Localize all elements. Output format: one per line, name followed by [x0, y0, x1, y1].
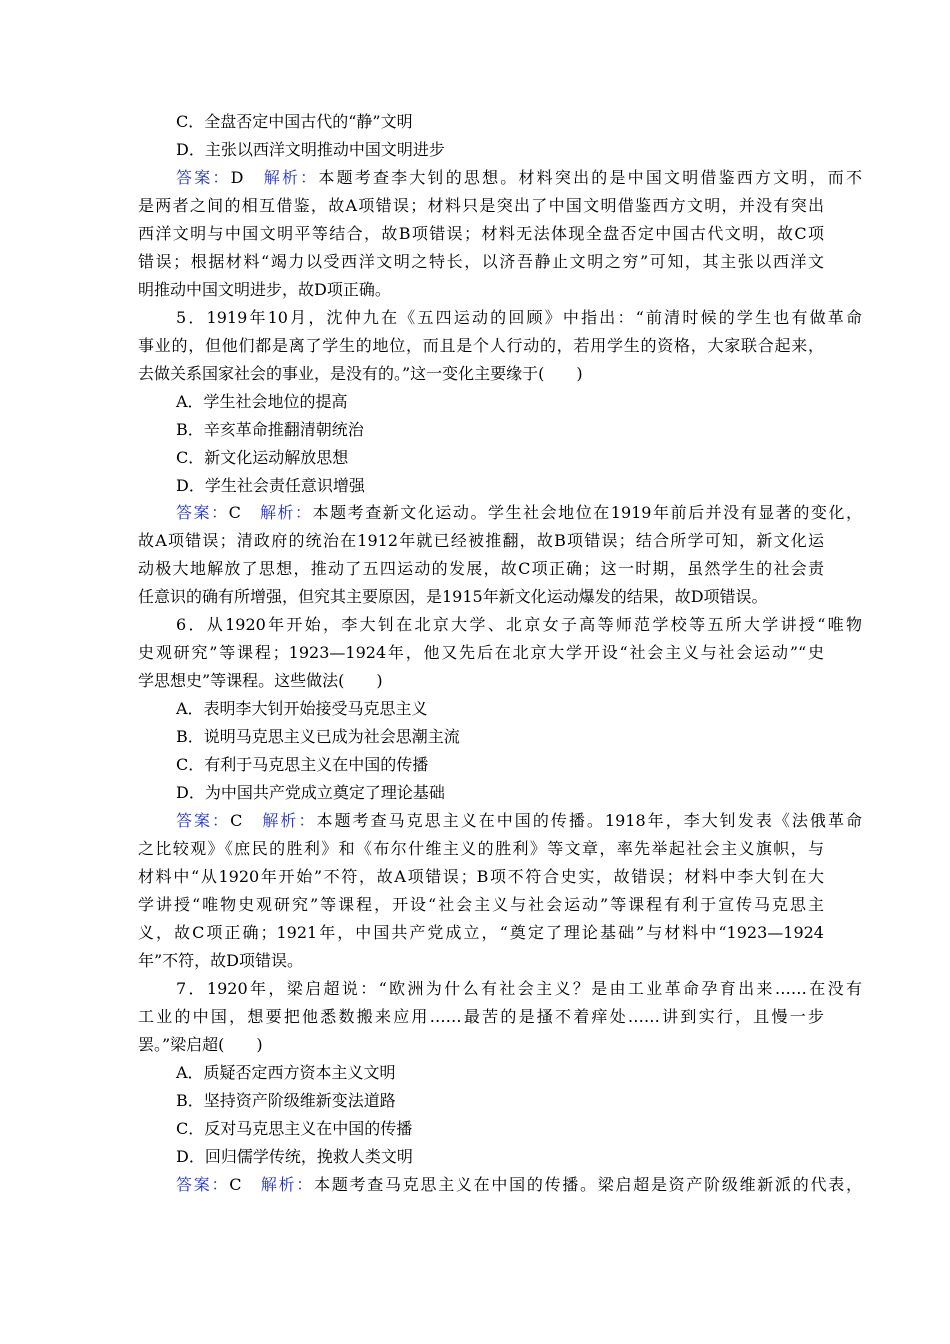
- paragraph-text: 学思想史”等课程。这些做法( ): [138, 671, 383, 690]
- paragraph-line: [138, 895, 824, 915]
- answer-label: 答案：: [176, 811, 231, 830]
- explanation-label: 解析：: [259, 503, 313, 522]
- answer-option: [176, 1063, 862, 1083]
- answer-option: [176, 1091, 862, 1111]
- answer-value: C: [230, 811, 243, 830]
- option-text: C．反对马克思主义在中国的传播: [176, 1119, 413, 1138]
- answer-option: [176, 476, 862, 496]
- explanation-label: 解析：: [262, 811, 317, 830]
- answer-option: [176, 783, 862, 803]
- option-text: D．回归儒学传统，挽救人类文明: [176, 1147, 413, 1166]
- answer-line: [176, 811, 862, 831]
- option-text: A．质疑否定西方资本主义文明: [176, 1063, 396, 1082]
- paragraph-line: [138, 867, 824, 887]
- option-text: C．有利于马克思主义在中国的传播: [176, 755, 429, 774]
- paragraph-text: 罢。”梁启超( ): [138, 1035, 263, 1054]
- paragraph-line: [138, 224, 824, 244]
- answer-option: [176, 112, 862, 132]
- paragraph-text: 西洋文明与中国文明平等结合，故B项错误；材料无法体现全盘否定中国古代文明，故C项: [138, 224, 824, 243]
- option-text: C．新文化运动解放思想: [176, 448, 349, 467]
- answer-label: 答案：: [176, 1175, 230, 1194]
- answer-option: [176, 140, 862, 160]
- paragraph-text: 事业的，但他们都是离了学生的地位，而且是个人行动的，若用学生的资格，大家联合起来，: [138, 336, 824, 355]
- paragraph-text: 史观研究”等课程；1923—1924年，他又先后在北京大学开设“社会主义与社会运动”“史: [138, 643, 824, 662]
- option-text: D．为中国共产党成立奠定了理论基础: [176, 783, 445, 802]
- option-text: D．主张以西洋文明推动中国文明进步: [176, 140, 445, 159]
- paragraph-text: 工业的中国，想要把他悉数搬来应用……最苦的是搔不着痒处……讲到实行，且慢一步: [138, 1007, 824, 1026]
- paragraph-line: [138, 1007, 824, 1027]
- answer-label: 答案：: [176, 503, 229, 522]
- paragraph-line: [138, 336, 824, 356]
- answer-value: C: [229, 1175, 242, 1194]
- paragraph-line: [138, 671, 824, 691]
- question-stem: [176, 308, 862, 328]
- paragraph-line: [138, 280, 824, 300]
- explanation-text: 本题考查马克思主义在中国的传播。梁启超是资产阶级维新派的代表，: [314, 1175, 862, 1194]
- option-text: B．说明马克思主义已成为社会思潮主流: [176, 727, 460, 746]
- question-text: 7．1920年，梁启超说：“欧洲为什么有社会主义？是由工业革命孕育出来……在没有: [176, 979, 862, 998]
- paragraph-text: 故A项错误；清政府的统治在1912年就已经被推翻，故B项错误；结合所学可知，新文化运: [138, 531, 824, 550]
- explanation-text: 本题考查新文化运动。学生社会地位在1919年前后并没有显著的变化，: [312, 503, 862, 522]
- answer-option: [176, 392, 862, 412]
- paragraph-text: 动极大地解放了思想，推动了五四运动的发展，故C项正确；这一时期，虽然学生的社会责: [138, 559, 824, 578]
- question-stem: [176, 979, 862, 999]
- option-text: B．坚持资产阶级维新变法道路: [176, 1091, 396, 1110]
- option-text: A．学生社会地位的提高: [176, 392, 348, 411]
- question-stem: [176, 615, 862, 635]
- answer-line: [176, 503, 862, 523]
- paragraph-text: 年”不符，故D项错误。: [138, 951, 304, 970]
- paragraph-text: 任意识的确有所增强，但究其主要原因，是1915年新文化运动爆发的结果，故D项错误。: [138, 587, 768, 606]
- answer-line: [176, 1175, 862, 1195]
- paragraph-line: [138, 559, 824, 579]
- answer-option: [176, 448, 862, 468]
- answer-value: D: [230, 168, 244, 187]
- paragraph-text: 错误；根据材料“竭力以受西洋文明之特长，以济吾静止文明之穷”可知，其主张以西洋文: [138, 252, 824, 271]
- option-text: A．表明李大钊开始接受马克思主义: [176, 699, 428, 718]
- paragraph-line: [138, 364, 824, 384]
- answer-option: [176, 727, 862, 747]
- answer-option: [176, 420, 862, 440]
- answer-option: [176, 699, 862, 719]
- paragraph-line: [138, 951, 824, 971]
- paragraph-text: 之比较观》《庶民的胜利》和《布尔什维主义的胜利》等文章，率先举起社会主义旗帜，与: [138, 839, 824, 858]
- paragraph-text: 义，故C项正确；1921年，中国共产党成立，“奠定了理论基础”与材料中“1923—1924: [138, 923, 824, 942]
- paragraph-line: [138, 1035, 824, 1055]
- answer-option: [176, 755, 862, 775]
- paragraph-text: 去做关系国家社会的事业，是没有的。”这一变化主要缘于( ): [138, 364, 583, 383]
- answer-option: [176, 1119, 862, 1139]
- question-text: 6．从1920年开始，李大钊在北京大学、北京女子高等师范学校等五所大学讲授“唯物: [176, 615, 862, 634]
- paragraph-line: [138, 923, 824, 943]
- explanation-text: 本题考查马克思主义在中国的传播。1918年，李大钊发表《法俄革命: [316, 811, 862, 830]
- paragraph-line: [138, 643, 824, 663]
- paragraph-text: 学讲授“唯物史观研究”等课程，开设“社会主义与社会运动”等课程有利于宣传马克思主: [138, 895, 824, 914]
- paragraph-line: [138, 196, 824, 216]
- answer-line: [176, 168, 862, 188]
- paragraph-line: [138, 587, 824, 607]
- paragraph-text: 明推动中国文明进步，故D项正确。: [138, 280, 391, 299]
- answer-option: [176, 1147, 862, 1167]
- explanation-label: 解析：: [263, 168, 319, 187]
- paragraph-text: 是两者之间的相互借鉴，故A项错误；材料只是突出了中国文明借鉴西方文明，并没有突出: [138, 196, 824, 215]
- option-text: D．学生社会责任意识增强: [176, 476, 365, 495]
- question-text: 5．1919年10月，沈仲九在《五四运动的回顾》中指出：“前清时候的学生也有做革命: [176, 308, 862, 327]
- explanation-label: 解析：: [260, 1175, 315, 1194]
- answer-value: C: [228, 503, 241, 522]
- paragraph-line: [138, 252, 824, 272]
- option-text: B．辛亥革命推翻清朝统治: [176, 420, 364, 439]
- paragraph-line: [138, 531, 824, 551]
- paragraph-line: [138, 839, 824, 859]
- option-text: C．全盘否定中国古代的“静”文明: [176, 112, 413, 131]
- explanation-text: 本题考查李大钊的思想。材料突出的是中国文明借鉴西方文明，而不: [318, 168, 862, 187]
- answer-label: 答案：: [176, 168, 231, 187]
- paragraph-text: 材料中“从1920年开始”不符，故A项错误；B项不符合史实，故错误；材料中李大钊在大: [138, 867, 824, 886]
